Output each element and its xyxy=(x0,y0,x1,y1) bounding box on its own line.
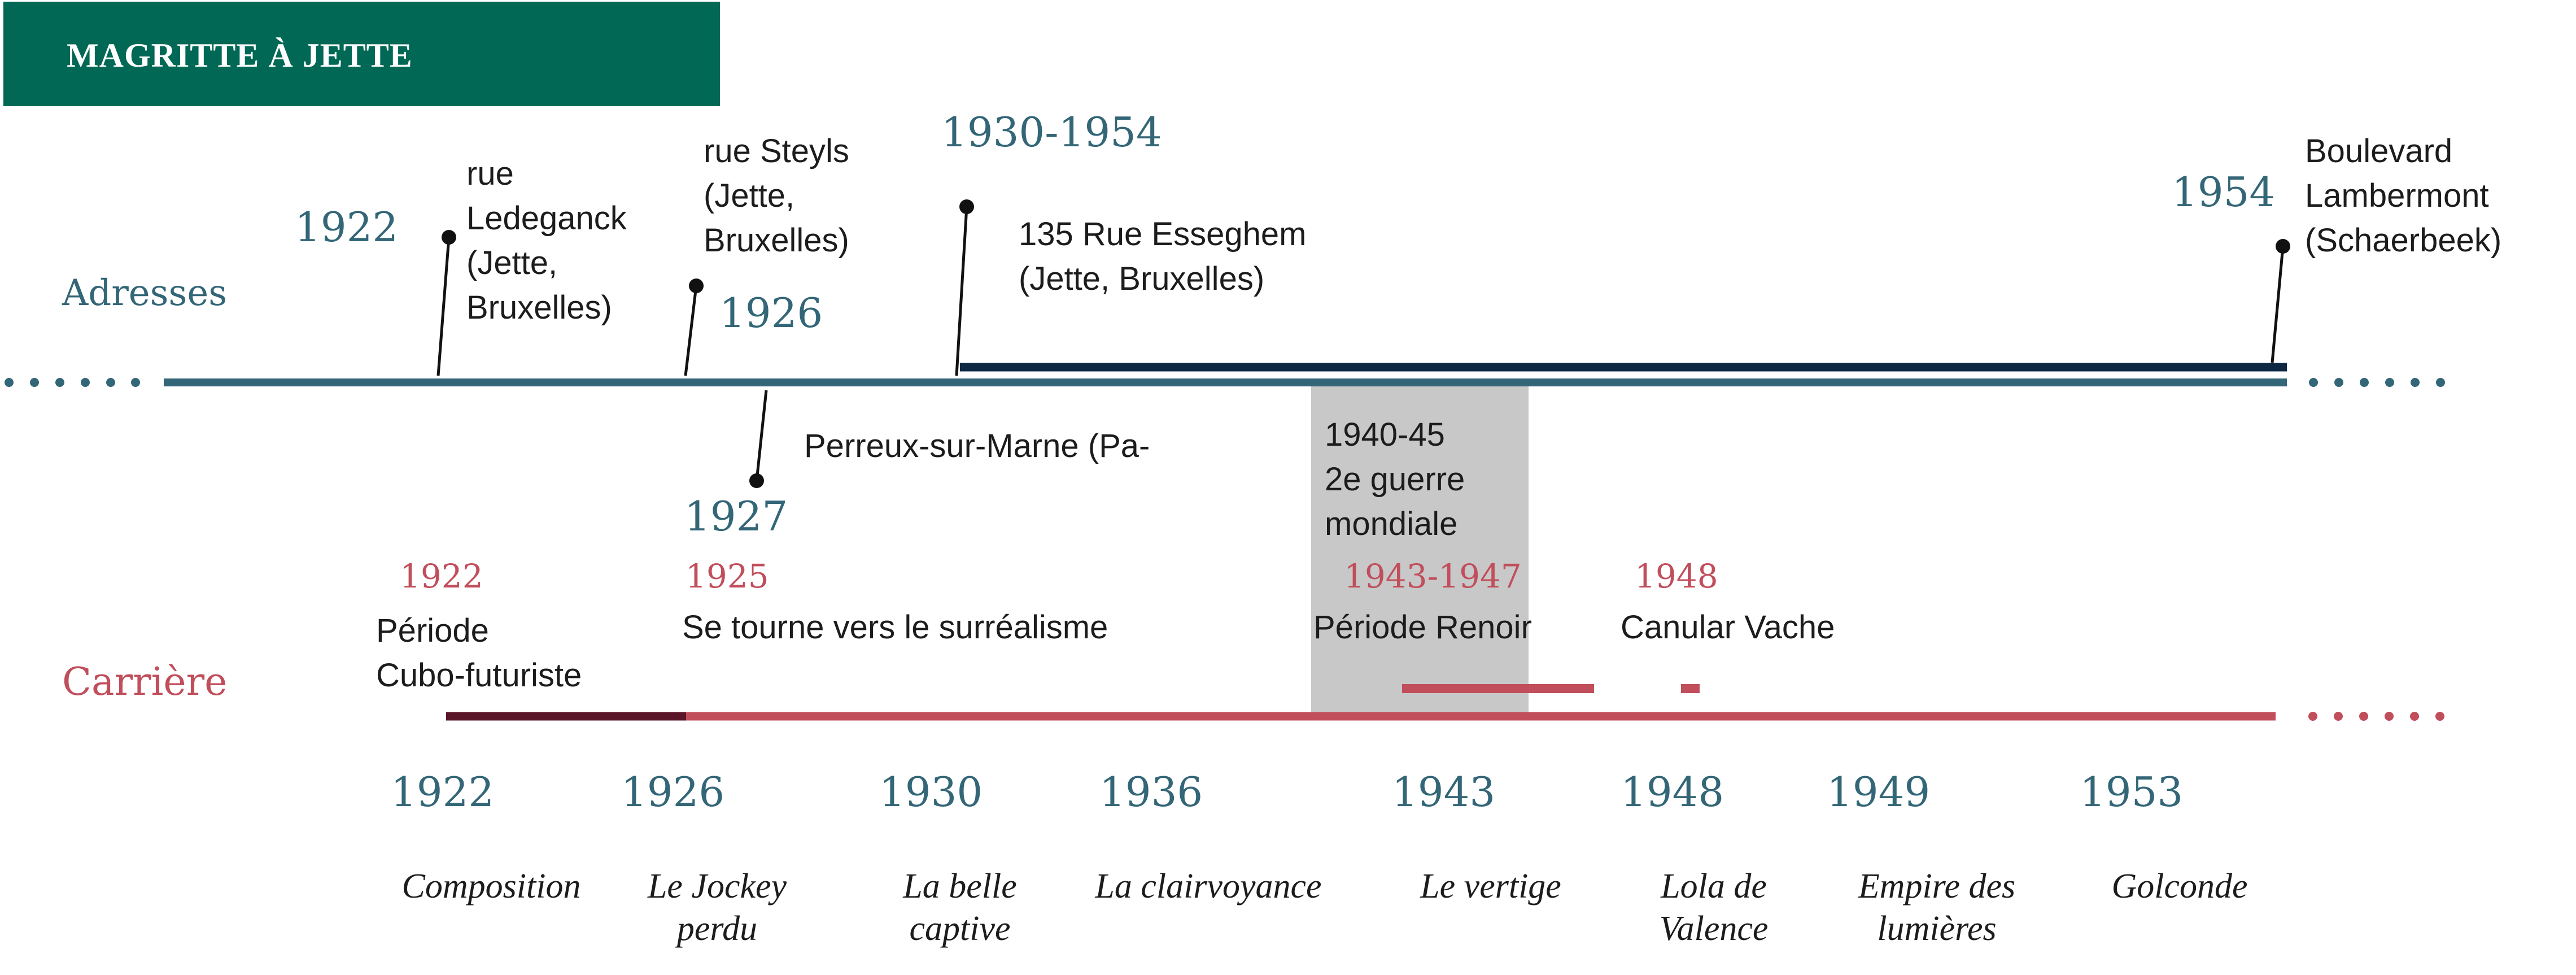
pin-1926-steyls xyxy=(686,278,704,376)
adresses-year-1954: 1954 xyxy=(2172,168,2276,216)
pin-1922-ledeganck xyxy=(438,230,456,376)
oeuvre-title: La belle captive xyxy=(903,867,1017,948)
adresses-steyls: rue Steyls (Jette, Bruxelles) xyxy=(704,133,849,259)
oeuvre-title: La clairvoyance xyxy=(1095,867,1322,906)
pin-1927-perreux xyxy=(749,390,766,488)
adresses-dots-left xyxy=(5,378,140,387)
adresses-ledeganck: rue Ledeganck (Jette, Bruxelles) xyxy=(466,155,627,326)
oeuvre-title: Empire des lumières xyxy=(1858,867,2016,948)
oeuvre-year: 1943 xyxy=(1392,768,1496,816)
row-label-adresses: Adresses xyxy=(62,272,228,314)
oeuvre-year: 1922 xyxy=(391,768,495,816)
adresses-year-1922: 1922 xyxy=(295,203,399,251)
oeuvre-title: Lola de Valence xyxy=(1659,867,1769,948)
oeuvre-title: Composition xyxy=(401,867,581,906)
carriere-year-1925: 1925 xyxy=(686,557,769,595)
adresses-year-1926: 1926 xyxy=(719,289,823,337)
pin-1930-esseghem xyxy=(957,199,974,376)
carriere-surrealisme: Se tourne vers le surréalisme xyxy=(682,609,1108,646)
oeuvre-year: 1930 xyxy=(879,768,983,816)
pin-1954-lambermont xyxy=(2272,239,2290,363)
oeuvre-year: 1926 xyxy=(621,768,725,816)
war-period-text: 1940-45 2e guerre mondiale xyxy=(1325,416,1465,542)
carriere-year-1922: 1922 xyxy=(400,557,483,595)
page-title: MAGRITTE À JETTE xyxy=(67,37,413,74)
carriere-year-1943-1947: 1943-1947 xyxy=(1344,557,1522,595)
adresses-dots-right xyxy=(2309,378,2445,387)
oeuvre-year: 1936 xyxy=(1099,768,1203,816)
oeuvre-title: Le Jockey perdu xyxy=(647,867,787,948)
oeuvre-year: 1949 xyxy=(1827,768,1931,816)
carriere-vache: Canular Vache xyxy=(1621,609,1835,646)
adresses-year-1927: 1927 xyxy=(684,493,788,540)
carriere-dots-right xyxy=(2308,712,2444,721)
carriere-renoir: Période Renoir xyxy=(1313,609,1532,646)
adresses-esseghem: 135 Rue Esseghem (Jette, Bruxelles) xyxy=(1019,216,1307,297)
oeuvre-year: 1953 xyxy=(2080,768,2184,816)
carriere-year-1948: 1948 xyxy=(1635,557,1718,595)
row-label-carriere: Carrière xyxy=(62,660,228,704)
adresses-year-1930-1954: 1930-1954 xyxy=(941,108,1162,156)
adresses-perreux: Perreux-sur-Marne (Pa- xyxy=(804,428,1150,464)
adresses-lambermont: Boulevard Lambermont (Schaerbeek) xyxy=(2305,133,2502,259)
oeuvre-title: Le vertige xyxy=(1420,867,1561,906)
carriere-cubo-futuriste: Période Cubo-futuriste xyxy=(376,612,582,694)
oeuvre-title: Golconde xyxy=(2111,867,2248,906)
oeuvre-year: 1948 xyxy=(1621,768,1724,816)
